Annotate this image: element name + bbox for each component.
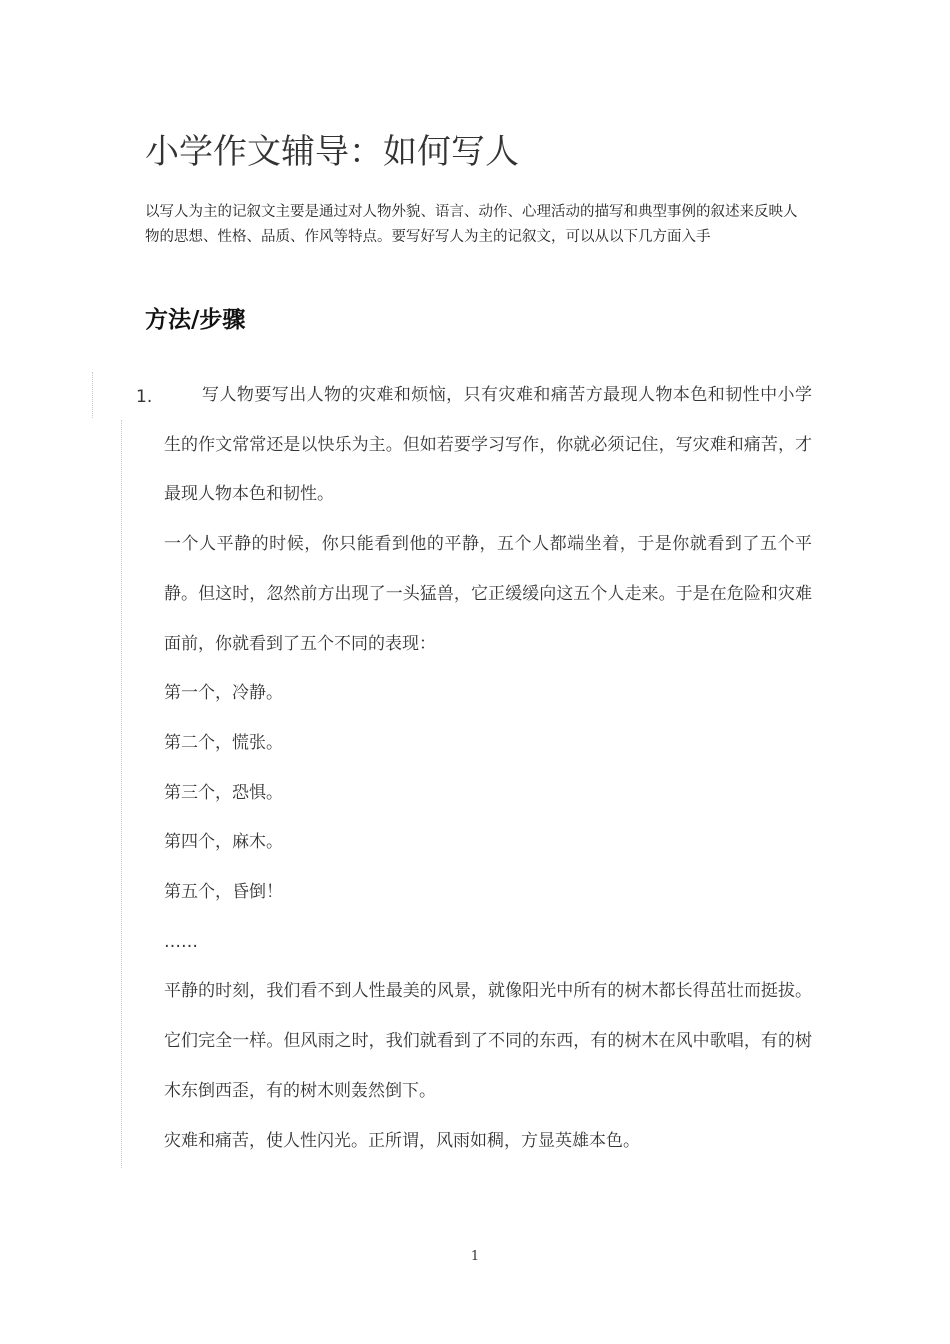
step-paragraph: 第四个，麻木。 — [164, 832, 283, 853]
step-paragraph: 第一个，冷静。 — [164, 683, 283, 704]
step-paragraph: 第二个，慌张。 — [164, 732, 283, 753]
step-paragraph: 灾难和痛苦，使人性闪光。正所谓，风雨如稠，方显英雄本色。 — [164, 1130, 640, 1151]
step-paragraph: 平静的时刻，我们看不到人性最美的风景，就像阳光中所有的树木都长得茁壮而挺拔。它们完全一样。但风雨之时，我们就看到了不同的东西，有的树木在风中歌唱，有的树木东倒西歪，有的树木则轰然倒下。 — [164, 981, 812, 1101]
step-paragraph: 第三个，恐惧。 — [164, 782, 283, 803]
margin-rule — [92, 372, 93, 418]
step-paragraph: 一个人平静的时候，你只能看到他的平静，五个人都端坐着，于是你就看到了五个平静。但这时，忽然前方出现了一头猛兽，它正缓缓向这五个人走来。于是在危险和灾难面前，你就看到了五个不同的表现： — [164, 534, 812, 654]
step-body — [164, 371, 812, 1166]
step-paragraph: 第五个，昏倒！ — [164, 882, 283, 903]
margin-rule — [121, 420, 122, 1168]
step-number: 1. — [136, 387, 153, 407]
section-heading: 方法/步骤 — [145, 307, 246, 333]
step-paragraph: …… — [164, 931, 198, 952]
step-paragraph: 写人物要写出人物的灾难和烦恼，只有灾难和痛苦方最现人物本色和韧性中小学生的作文常常还是以快乐为主。但如若要学习写作，你就必须记住，写灾难和痛苦，才最现人物本色和韧性。 — [164, 385, 812, 505]
page-title: 小学作文辅导：如何写人 — [145, 132, 519, 172]
intro-paragraph: 以写人为主的记叙文主要是通过对人物外貌、语言、动作、心理活动的描写和典型事例的叙述来反映人物的思想、性格、品质、作风等特点。要写好写人为主的记叙文，可以从以下几方面入手 — [145, 204, 798, 245]
page-number: 1 — [470, 1249, 480, 1264]
